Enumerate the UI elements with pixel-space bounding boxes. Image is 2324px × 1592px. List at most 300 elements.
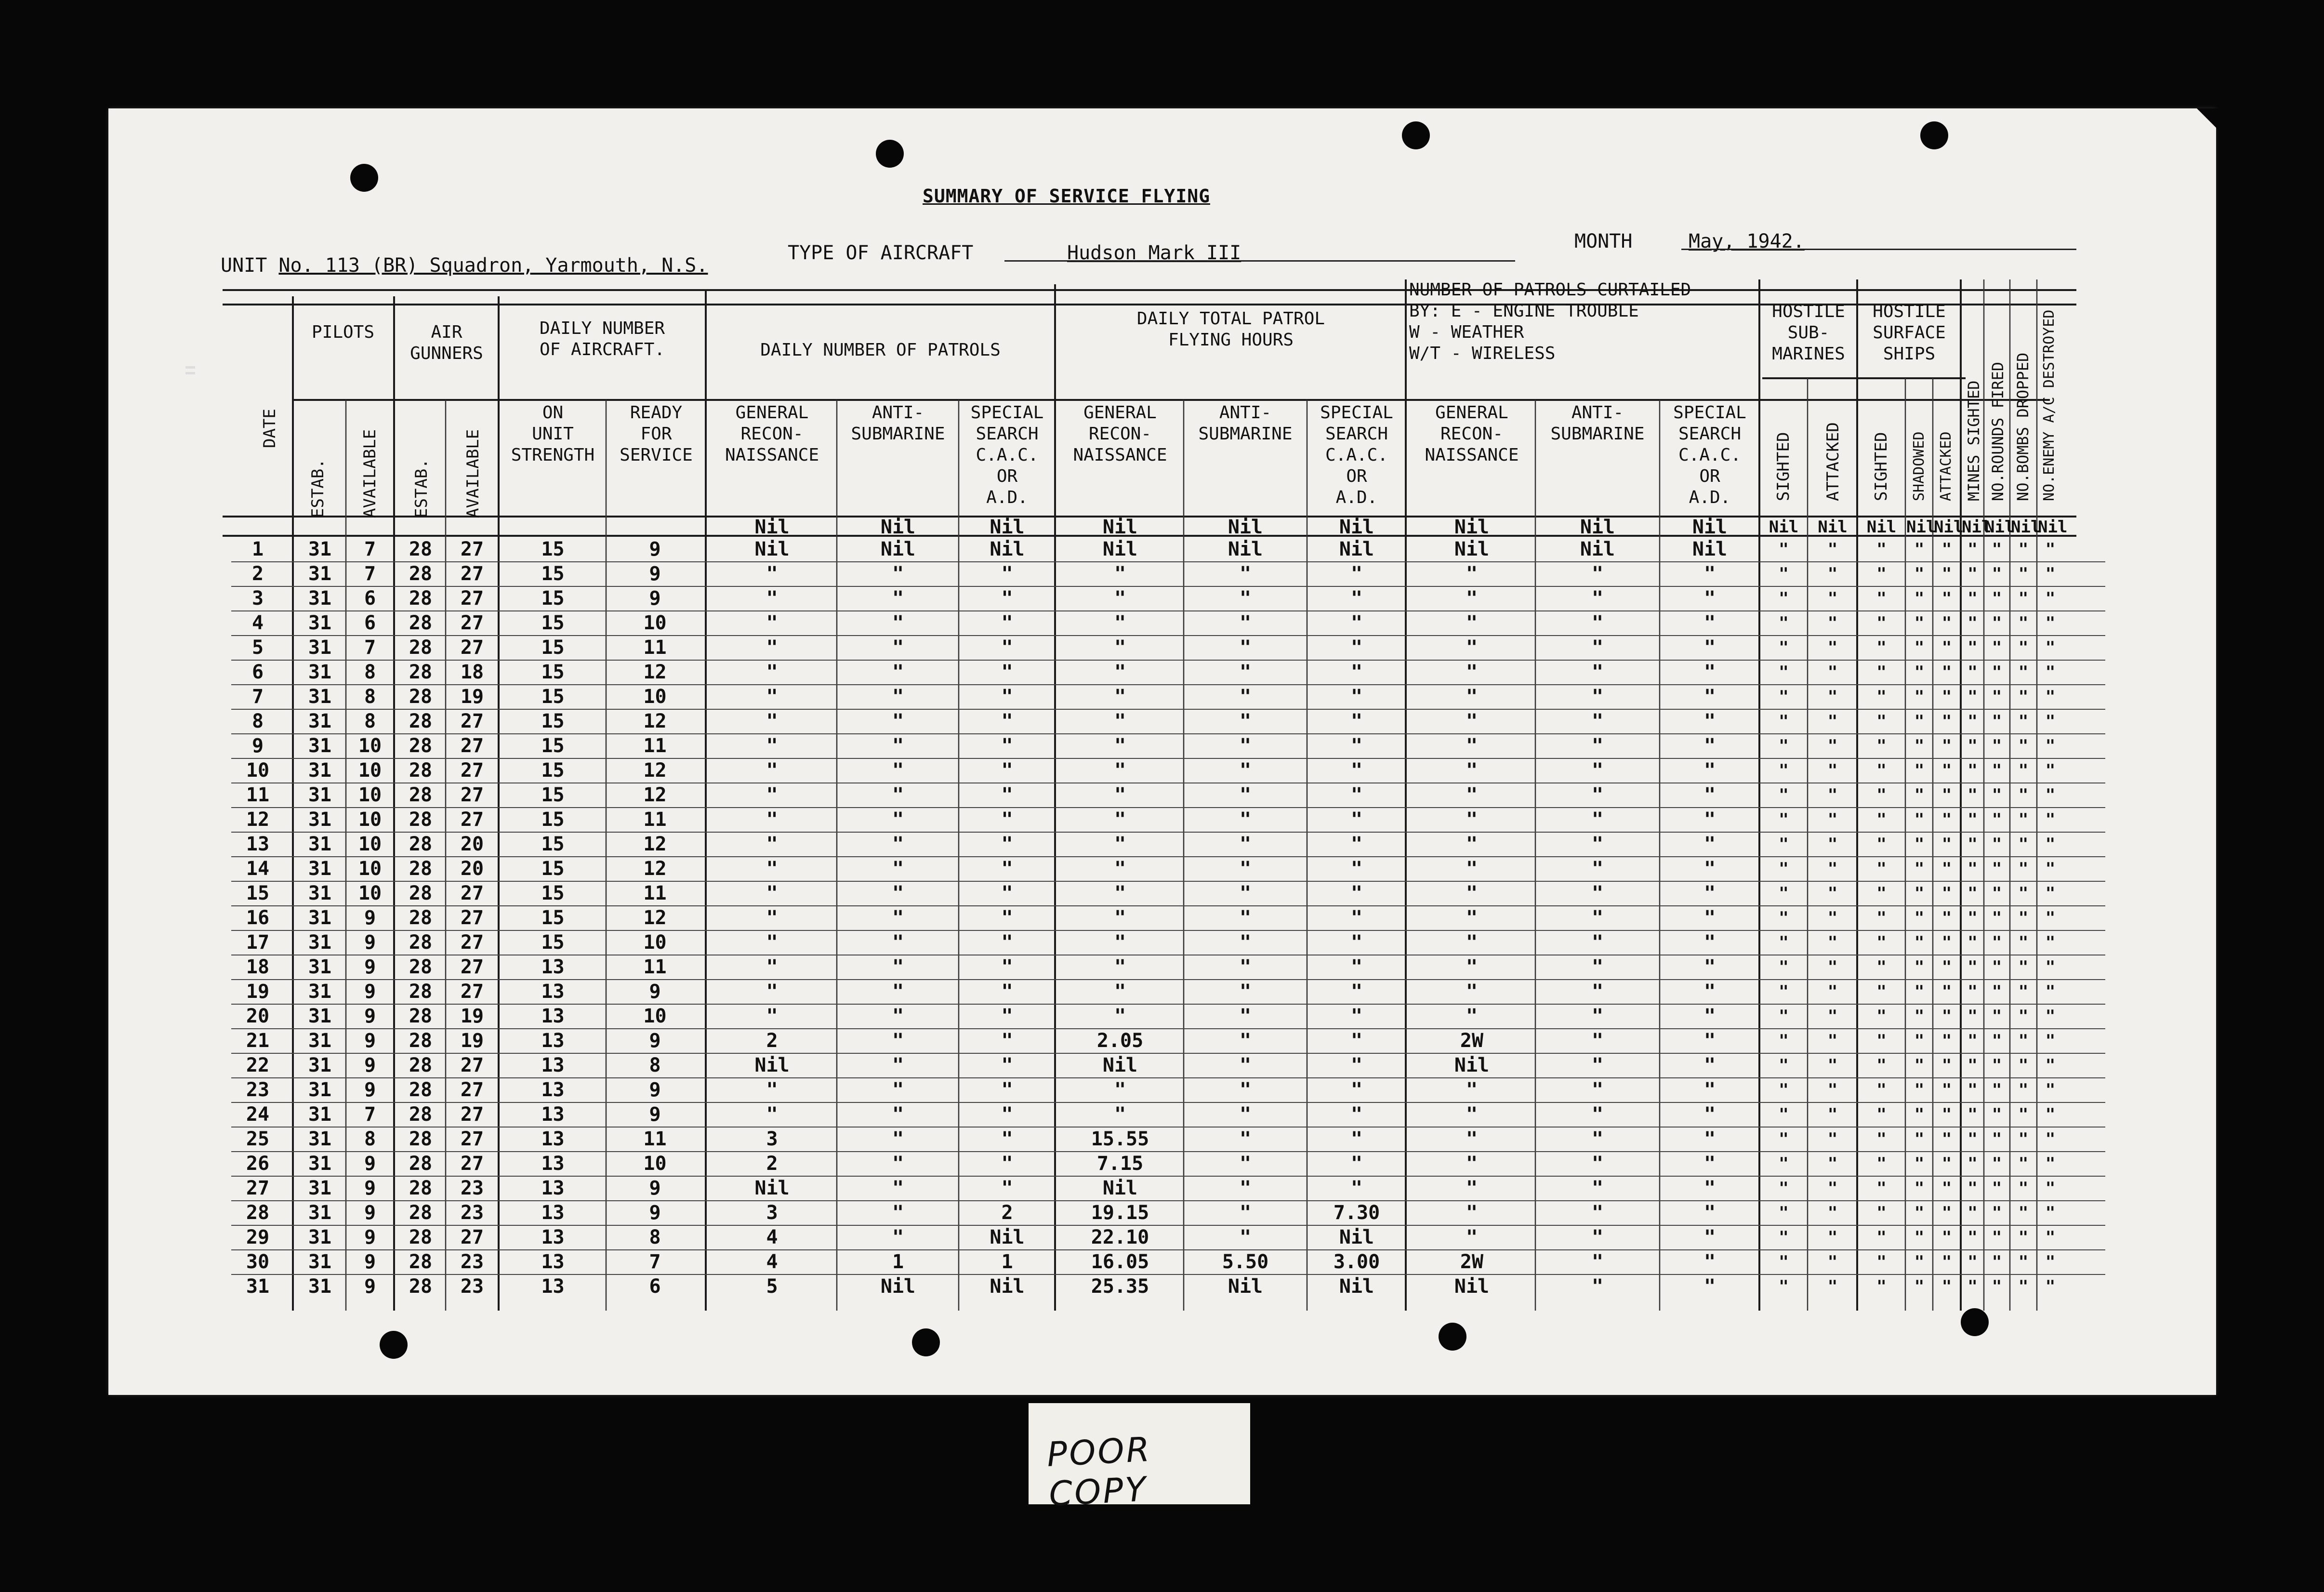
ditto-cell: " bbox=[1914, 1080, 1925, 1100]
count-cell: 13 bbox=[541, 1202, 565, 1224]
header-pilots: PILOTS bbox=[311, 322, 375, 342]
ditto-cell: " bbox=[2018, 687, 2029, 706]
date-cell: 21 bbox=[246, 1030, 270, 1052]
patrol-cell: " bbox=[1591, 956, 1604, 978]
patrol-cell: " bbox=[1350, 956, 1363, 978]
patrol-cell: " bbox=[1001, 1079, 1013, 1101]
patrol-cell: " bbox=[1591, 784, 1604, 806]
patrol-cell: " bbox=[1114, 931, 1126, 954]
patrol-cell: " bbox=[1114, 1103, 1126, 1126]
ditto-cell: " bbox=[1876, 613, 1887, 633]
margin-mark bbox=[185, 372, 195, 374]
date-cell: 13 bbox=[246, 833, 270, 855]
ditto-cell: " bbox=[1992, 564, 2002, 584]
date-cell: 20 bbox=[246, 1005, 270, 1027]
count-cell: 15 bbox=[541, 612, 565, 634]
patrol-cell: " bbox=[892, 686, 904, 708]
ditto-cell: " bbox=[1827, 736, 1838, 756]
count-cell: 10 bbox=[358, 858, 382, 880]
patrol-cell: 2W bbox=[1460, 1251, 1484, 1273]
ditto-cell: " bbox=[1992, 1228, 2002, 1247]
count-cell: 28 bbox=[409, 1251, 433, 1273]
ditto-cell: " bbox=[1779, 908, 1789, 928]
patrol-cell: " bbox=[1001, 931, 1013, 954]
patrol-cell: " bbox=[1350, 784, 1363, 806]
patrol-cell: " bbox=[1350, 1128, 1363, 1150]
nil-cell: Nil bbox=[1339, 516, 1374, 538]
patrol-cell: " bbox=[1703, 907, 1716, 929]
ditto-cell: " bbox=[2045, 1277, 2056, 1296]
count-cell: 28 bbox=[409, 784, 433, 806]
ditto-cell: " bbox=[1967, 736, 1978, 756]
patrol-cell: " bbox=[1114, 882, 1126, 904]
count-cell: 9 bbox=[364, 981, 376, 1003]
ditto-cell: " bbox=[1914, 687, 1925, 706]
count-cell: 19 bbox=[460, 1005, 484, 1027]
count-cell: 28 bbox=[409, 587, 433, 610]
patrol-cell: " bbox=[892, 956, 904, 978]
ditto-cell: " bbox=[1941, 761, 1952, 780]
patrol-cell: " bbox=[1703, 1153, 1716, 1175]
count-cell: 10 bbox=[358, 759, 382, 782]
ditto-cell: " bbox=[1876, 589, 1887, 608]
count-cell: 11 bbox=[643, 882, 667, 904]
patrol-cell: " bbox=[1350, 1177, 1363, 1199]
patrol-cell: " bbox=[1703, 661, 1716, 683]
ditto-cell: " bbox=[2018, 540, 2029, 559]
nil-cell: Nil bbox=[1818, 517, 1848, 537]
header-pilots-estab: ESTAB. bbox=[308, 459, 328, 518]
patrol-cell: 4 bbox=[766, 1226, 778, 1248]
count-cell: 28 bbox=[409, 1054, 433, 1076]
ditto-cell: " bbox=[1941, 1154, 1952, 1173]
patrol-cell: " bbox=[1591, 710, 1604, 732]
patrol-cell: " bbox=[1703, 759, 1716, 782]
patrol-cell: " bbox=[1703, 735, 1716, 757]
patrol-cell: " bbox=[1350, 882, 1363, 904]
patrol-cell: " bbox=[766, 833, 778, 855]
patrol-cell: " bbox=[1703, 1251, 1716, 1273]
count-cell: 10 bbox=[358, 882, 382, 904]
patrol-cell: 2 bbox=[766, 1153, 778, 1175]
ditto-cell: " bbox=[1992, 859, 2002, 878]
header-daily-patrols: DAILY NUMBER OF PATROLS bbox=[760, 340, 1001, 360]
header-subs-attacked: ATTACKED bbox=[1823, 422, 1843, 501]
header-curtailed-anti-submarine: ANTI- SUBMARINE bbox=[1550, 403, 1645, 444]
patrol-cell: " bbox=[766, 661, 778, 683]
patrol-cell: " bbox=[1001, 1153, 1013, 1175]
count-cell: 9 bbox=[364, 1153, 376, 1175]
ditto-cell: " bbox=[1876, 785, 1887, 805]
ditto-cell: " bbox=[1876, 982, 1887, 1001]
count-cell: 9 bbox=[364, 1030, 376, 1052]
date-cell: 8 bbox=[251, 710, 264, 732]
date-cell: 16 bbox=[246, 907, 270, 929]
margin-mark bbox=[185, 366, 195, 369]
ditto-cell: " bbox=[1941, 1203, 1952, 1222]
patrol-cell: " bbox=[766, 612, 778, 634]
count-cell: 13 bbox=[541, 981, 565, 1003]
patrol-cell: " bbox=[1591, 981, 1604, 1003]
ditto-cell: " bbox=[2045, 1154, 2056, 1173]
ditto-cell: " bbox=[1876, 1277, 1887, 1296]
ditto-cell: " bbox=[1876, 933, 1887, 952]
patrol-cell: " bbox=[1239, 1177, 1252, 1199]
ditto-cell: " bbox=[2018, 712, 2029, 731]
patrol-cell: " bbox=[1001, 1103, 1013, 1126]
ditto-cell: " bbox=[2045, 957, 2056, 977]
patrol-cell: " bbox=[1591, 563, 1604, 585]
patrol-cell: " bbox=[1591, 759, 1604, 782]
ditto-cell: " bbox=[2018, 761, 2029, 780]
ditto-cell: " bbox=[2018, 1129, 2029, 1149]
patrol-cell: " bbox=[1239, 661, 1252, 683]
count-cell: 31 bbox=[308, 1030, 332, 1052]
ditto-cell: " bbox=[1779, 736, 1789, 756]
patrol-cell: " bbox=[1350, 735, 1363, 757]
count-cell: 23 bbox=[460, 1177, 484, 1199]
ditto-cell: " bbox=[2045, 1056, 2056, 1075]
ditto-cell: " bbox=[1941, 810, 1952, 829]
patrol-cell: Nil bbox=[1339, 1275, 1374, 1298]
ditto-cell: " bbox=[1914, 1228, 1925, 1247]
ditto-cell: " bbox=[1827, 638, 1838, 657]
ditto-cell: " bbox=[1992, 638, 2002, 657]
count-cell: 15 bbox=[541, 563, 565, 585]
header-ships-attacked: ATTACKED bbox=[1938, 431, 1954, 501]
header-curtailed-general-recon: GENERAL RECON- NAISSANCE bbox=[1425, 403, 1519, 465]
patrol-cell: " bbox=[1703, 1005, 1716, 1027]
ditto-cell: " bbox=[1827, 1179, 1838, 1198]
patrol-cell: " bbox=[1350, 981, 1363, 1003]
patrol-cell: " bbox=[1703, 809, 1716, 831]
count-cell: 15 bbox=[541, 809, 565, 831]
count-cell: 28 bbox=[409, 1226, 433, 1248]
count-cell: 12 bbox=[643, 759, 667, 782]
count-cell: 12 bbox=[643, 907, 667, 929]
count-cell: 9 bbox=[364, 1177, 376, 1199]
ditto-cell: " bbox=[2018, 1228, 2029, 1247]
patrol-cell: " bbox=[1466, 1103, 1478, 1126]
ditto-cell: " bbox=[2045, 736, 2056, 756]
patrol-cell: Nil bbox=[880, 538, 916, 560]
patrol-cell: " bbox=[1239, 587, 1252, 610]
patrol-cell: " bbox=[1239, 907, 1252, 929]
ditto-cell: " bbox=[1967, 712, 1978, 731]
ditto-cell: " bbox=[1876, 1252, 1887, 1272]
ditto-cell: " bbox=[1992, 1203, 2002, 1222]
ditto-cell: " bbox=[2018, 589, 2029, 608]
ditto-cell: " bbox=[1992, 810, 2002, 829]
date-cell: 31 bbox=[246, 1275, 270, 1298]
patrol-cell: " bbox=[1591, 1079, 1604, 1101]
patrol-cell: Nil bbox=[880, 1275, 916, 1298]
count-cell: 23 bbox=[460, 1275, 484, 1298]
count-cell: 31 bbox=[308, 1153, 332, 1175]
count-cell: 31 bbox=[308, 1226, 332, 1248]
patrol-cell: " bbox=[1703, 882, 1716, 904]
ditto-cell: " bbox=[1914, 761, 1925, 780]
patrol-cell: " bbox=[892, 981, 904, 1003]
patrol-cell: " bbox=[1350, 1005, 1363, 1027]
count-cell: 31 bbox=[308, 981, 332, 1003]
count-cell: 13 bbox=[541, 1226, 565, 1248]
ditto-cell: " bbox=[1967, 1203, 1978, 1222]
header-curtailed: NUMBER OF PATROLS CURTAILED BY: E - ENGINE TROUBLE W - WEATHER W/T - WIRELESS bbox=[1409, 280, 1691, 363]
ditto-cell: " bbox=[2045, 884, 2056, 903]
ditto-cell: " bbox=[1779, 540, 1789, 559]
patrol-cell: " bbox=[892, 833, 904, 855]
patrol-cell: " bbox=[1591, 637, 1604, 659]
patrol-cell: " bbox=[1114, 1079, 1126, 1101]
date-cell: 19 bbox=[246, 981, 270, 1003]
patrol-cell: " bbox=[1466, 784, 1478, 806]
count-cell: 28 bbox=[409, 661, 433, 683]
ditto-cell: " bbox=[1967, 1228, 1978, 1247]
count-cell: 8 bbox=[364, 710, 376, 732]
count-cell: 15 bbox=[541, 637, 565, 659]
patrol-cell: " bbox=[892, 1226, 904, 1248]
patrol-cell: " bbox=[766, 710, 778, 732]
ditto-cell: " bbox=[1992, 933, 2002, 952]
count-cell: 31 bbox=[308, 612, 332, 634]
patrol-cell: " bbox=[1591, 612, 1604, 634]
count-cell: 11 bbox=[643, 956, 667, 978]
ditto-cell: " bbox=[1779, 564, 1789, 584]
ditto-cell: " bbox=[1941, 1129, 1952, 1149]
count-cell: 20 bbox=[460, 833, 484, 855]
nil-cell: Nil bbox=[1692, 516, 1728, 538]
ditto-cell: " bbox=[1941, 736, 1952, 756]
header-anti-submarine: ANTI- SUBMARINE bbox=[851, 403, 945, 444]
count-cell: 27 bbox=[460, 1054, 484, 1076]
ditto-cell: " bbox=[1941, 589, 1952, 608]
ditto-cell: " bbox=[1914, 785, 1925, 805]
ditto-cell: " bbox=[1941, 908, 1952, 928]
count-cell: 13 bbox=[541, 1251, 565, 1273]
count-cell: 23 bbox=[460, 1251, 484, 1273]
ditto-cell: " bbox=[1827, 564, 1838, 584]
patrol-cell: Nil bbox=[754, 1054, 790, 1076]
patrol-cell: " bbox=[892, 1054, 904, 1076]
ditto-cell: " bbox=[1827, 810, 1838, 829]
count-cell: 8 bbox=[364, 686, 376, 708]
ditto-cell: " bbox=[1941, 687, 1952, 706]
count-cell: 10 bbox=[643, 1005, 667, 1027]
ditto-cell: " bbox=[2045, 663, 2056, 682]
ditto-cell: " bbox=[1967, 564, 1978, 584]
count-cell: 28 bbox=[409, 710, 433, 732]
ditto-cell: " bbox=[1967, 761, 1978, 780]
patrol-cell: 19.15 bbox=[1091, 1202, 1149, 1224]
patrol-cell: Nil bbox=[1454, 1275, 1490, 1298]
ditto-cell: " bbox=[1876, 957, 1887, 977]
date-cell: 27 bbox=[246, 1177, 270, 1199]
ditto-cell: " bbox=[1914, 884, 1925, 903]
count-cell: 12 bbox=[643, 833, 667, 855]
date-cell: 14 bbox=[246, 858, 270, 880]
count-cell: 28 bbox=[409, 882, 433, 904]
count-cell: 12 bbox=[643, 710, 667, 732]
ditto-cell: " bbox=[1941, 1031, 1952, 1050]
ditto-cell: " bbox=[1967, 982, 1978, 1001]
patrol-cell: " bbox=[892, 809, 904, 831]
ditto-cell: " bbox=[1992, 1007, 2002, 1026]
ditto-cell: " bbox=[1827, 785, 1838, 805]
ditto-cell: " bbox=[2045, 589, 2056, 608]
patrol-cell: " bbox=[1239, 1128, 1252, 1150]
count-cell: 9 bbox=[649, 1079, 661, 1101]
ditto-cell: " bbox=[1827, 1228, 1838, 1247]
ditto-cell: " bbox=[2018, 613, 2029, 633]
date-cell: 2 bbox=[251, 563, 264, 585]
ditto-cell: " bbox=[1779, 589, 1789, 608]
patrol-cell: 2 bbox=[1001, 1202, 1013, 1224]
ditto-cell: " bbox=[1876, 1105, 1887, 1124]
ditto-cell: " bbox=[1827, 835, 1838, 854]
patrol-cell: " bbox=[1239, 1226, 1252, 1248]
count-cell: 15 bbox=[541, 587, 565, 610]
date-cell: 30 bbox=[246, 1251, 270, 1273]
patrol-cell: " bbox=[1350, 833, 1363, 855]
ditto-cell: " bbox=[1941, 1056, 1952, 1075]
patrol-cell: " bbox=[766, 858, 778, 880]
patrol-cell: " bbox=[1114, 661, 1126, 683]
patrol-cell: " bbox=[1001, 735, 1013, 757]
count-cell: 8 bbox=[364, 661, 376, 683]
count-cell: 9 bbox=[364, 1251, 376, 1273]
ditto-cell: " bbox=[1992, 540, 2002, 559]
patrol-cell: 2 bbox=[766, 1030, 778, 1052]
ditto-cell: " bbox=[1914, 1105, 1925, 1124]
count-cell: 31 bbox=[308, 858, 332, 880]
patrol-cell: " bbox=[1466, 956, 1478, 978]
count-cell: 31 bbox=[308, 1005, 332, 1027]
count-cell: 9 bbox=[364, 931, 376, 954]
count-cell: 9 bbox=[649, 563, 661, 585]
count-cell: 9 bbox=[649, 1103, 661, 1126]
ditto-cell: " bbox=[2018, 663, 2029, 682]
count-cell: 28 bbox=[409, 1005, 433, 1027]
patrol-cell: " bbox=[1703, 1177, 1716, 1199]
patrol-cell: " bbox=[1466, 981, 1478, 1003]
patrol-cell: " bbox=[1591, 1202, 1604, 1224]
count-cell: 15 bbox=[541, 882, 565, 904]
count-cell: 31 bbox=[308, 759, 332, 782]
patrol-cell: " bbox=[1001, 563, 1013, 585]
ditto-cell: " bbox=[1779, 1277, 1789, 1296]
patrol-cell: " bbox=[1466, 1202, 1478, 1224]
ditto-cell: " bbox=[1876, 564, 1887, 584]
date-cell: 24 bbox=[246, 1103, 270, 1126]
count-cell: 7 bbox=[364, 637, 376, 659]
patrol-cell: " bbox=[1239, 882, 1252, 904]
patrol-cell: " bbox=[1114, 686, 1126, 708]
ditto-cell: " bbox=[1779, 1056, 1789, 1075]
patrol-cell: 3.00 bbox=[1333, 1251, 1380, 1273]
ditto-cell: " bbox=[1914, 908, 1925, 928]
count-cell: 27 bbox=[460, 882, 484, 904]
count-cell: 15 bbox=[541, 538, 565, 560]
nil-cell: Nil bbox=[1769, 517, 1799, 537]
patrol-cell: " bbox=[766, 931, 778, 954]
patrol-cell: " bbox=[1591, 1226, 1604, 1248]
header-mines-sighted: MINES SIGHTED bbox=[1965, 380, 1983, 501]
patrol-cell: " bbox=[1239, 735, 1252, 757]
ditto-cell: " bbox=[2018, 1080, 2029, 1100]
ditto-cell: " bbox=[1914, 1179, 1925, 1198]
count-cell: 13 bbox=[541, 1079, 565, 1101]
ditto-cell: " bbox=[1827, 1007, 1838, 1026]
patrol-cell: " bbox=[892, 907, 904, 929]
ditto-cell: " bbox=[1827, 1031, 1838, 1050]
count-cell: 7 bbox=[364, 538, 376, 560]
ditto-cell: " bbox=[1827, 1056, 1838, 1075]
count-cell: 6 bbox=[364, 587, 376, 610]
patrol-cell: " bbox=[892, 661, 904, 683]
ditto-cell: " bbox=[1827, 761, 1838, 780]
ditto-cell: " bbox=[1992, 663, 2002, 682]
patrol-cell: " bbox=[1466, 858, 1478, 880]
ditto-cell: " bbox=[1992, 589, 2002, 608]
ditto-cell: " bbox=[1827, 1105, 1838, 1124]
ditto-cell: " bbox=[1941, 982, 1952, 1001]
date-cell: 29 bbox=[246, 1226, 270, 1248]
patrol-cell: " bbox=[1591, 661, 1604, 683]
count-cell: 15 bbox=[541, 759, 565, 782]
ditto-cell: " bbox=[1876, 1080, 1887, 1100]
header-gunners-estab: ESTAB. bbox=[412, 459, 431, 518]
count-cell: 27 bbox=[460, 931, 484, 954]
patrol-cell: " bbox=[1466, 931, 1478, 954]
patrol-cell: " bbox=[1350, 907, 1363, 929]
patrol-cell: " bbox=[892, 1079, 904, 1101]
patrol-cell: Nil bbox=[754, 538, 790, 560]
ditto-cell: " bbox=[1992, 1056, 2002, 1075]
ditto-cell: " bbox=[1827, 663, 1838, 682]
ditto-cell: " bbox=[2045, 1179, 2056, 1198]
patrol-cell: " bbox=[1703, 1275, 1716, 1298]
count-cell: 28 bbox=[409, 1103, 433, 1126]
count-cell: 18 bbox=[460, 661, 484, 683]
ditto-cell: " bbox=[1827, 908, 1838, 928]
count-cell: 31 bbox=[308, 833, 332, 855]
patrol-cell: " bbox=[1239, 809, 1252, 831]
patrol-cell: " bbox=[766, 563, 778, 585]
nil-cell: Nil bbox=[2011, 517, 2041, 537]
ditto-cell: " bbox=[1914, 1252, 1925, 1272]
count-cell: 31 bbox=[308, 661, 332, 683]
ditto-cell: " bbox=[1914, 835, 1925, 854]
ditto-cell: " bbox=[1967, 1031, 1978, 1050]
ditto-cell: " bbox=[1941, 785, 1952, 805]
patrol-cell: " bbox=[766, 784, 778, 806]
count-cell: 9 bbox=[649, 587, 661, 610]
patrol-cell: " bbox=[1591, 809, 1604, 831]
count-cell: 10 bbox=[643, 1153, 667, 1175]
nil-cell: Nil bbox=[2038, 517, 2068, 537]
ditto-cell: " bbox=[1779, 810, 1789, 829]
patrol-cell: " bbox=[1001, 858, 1013, 880]
header-on-unit-strength: ON UNIT STRENGTH bbox=[511, 403, 595, 465]
patrol-cell: " bbox=[1591, 1030, 1604, 1052]
count-cell: 10 bbox=[643, 686, 667, 708]
ditto-cell: " bbox=[1941, 540, 1952, 559]
patrol-cell: " bbox=[1114, 784, 1126, 806]
patrol-cell: " bbox=[892, 1103, 904, 1126]
ditto-cell: " bbox=[1876, 859, 1887, 878]
patrol-cell: " bbox=[1001, 612, 1013, 634]
